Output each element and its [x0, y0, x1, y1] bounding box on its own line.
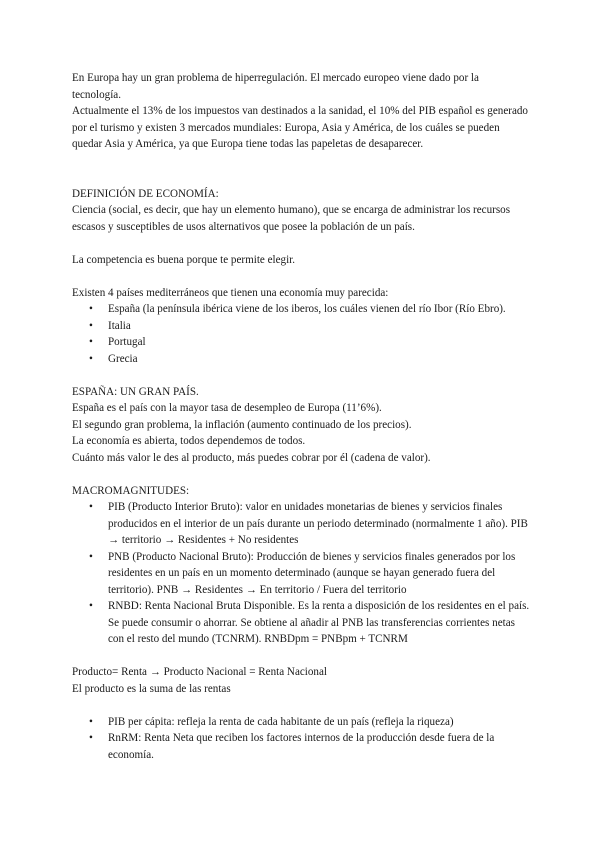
- producto-line-1: Producto= Renta → Producto Nacional = Renta Nacional: [72, 666, 327, 678]
- document-page: [72, 70, 530, 763]
- list-item: • RnRM: Renta Neta que reciben los factores internos de la producción desde fuera de la economía.: [72, 730, 530, 763]
- paises-list: [72, 301, 530, 367]
- definicion-heading: DEFINICIÓN DE ECONOMÍA:: [72, 187, 219, 200]
- intro-paragraph-2: Actualmente el 13% de los impuestos van destinados a la sanidad, el 10% del PIB español es generado por el turismo y existen 3 mercados mundiales: Europa, Asia y América, de los cuáles se pueden quedar Asia y América, ya que Europa tiene todas las papeletas de desaparecer.: [72, 105, 528, 150]
- producto-list: [72, 714, 530, 764]
- list-item: • PNB (Producto Nacional Bruto): Producción de bienes y servicios finales generados por los residentes en un país en un momento determinado (aunque se hayan generado fuera del territorio). PNB → Residentes → En territorio / Fuera del territorio: [72, 549, 530, 599]
- macro-list: [72, 499, 530, 648]
- espana-line-1: España es el país con la mayor tasa de desempleo de Europa (11’6%).: [72, 402, 382, 414]
- macro-heading: MACROMAGNITUDES:: [72, 484, 190, 497]
- espana-line-2: El segundo gran problema, la inflación (aumento continuado de los precios).: [72, 418, 412, 431]
- competencia-text: La competencia es buena porque te permite elegir.: [72, 253, 296, 266]
- list-item: • España (la península ibérica viene de los iberos, los cuáles vienen del río Ibor (Río Ebro).: [72, 301, 530, 318]
- definicion-text: Ciencia (social, es decir, que hay un elemento humano), que se encarga de administrar los recursos escasos y susceptibles de usos alternativos que posee la población de un país.: [72, 204, 511, 233]
- espana-heading: ESPAÑA: UN GRAN PAÍS.: [72, 385, 199, 398]
- list-item: • PIB (Producto Interior Bruto): valor en unidades monetarias de bienes y servicios finales producidos en el interior de un país durante un periodo determinado (normalmente 1 año). PIB → territorio → Residentes + No residentes: [72, 499, 530, 549]
- espana-line-4: Cuánto más valor le des al producto, más puedes cobrar por él (cadena de valor).: [72, 451, 431, 464]
- list-item: • Portugal: [72, 334, 530, 351]
- list-item: • PIB per cápita: refleja la renta de cada habitante de un país (refleja la riqueza): [72, 714, 530, 731]
- paises-intro: Existen 4 países mediterráneos que tienen una economía muy parecida:: [72, 286, 389, 299]
- list-item: • RNBD: Renta Nacional Bruta Disponible. Es la renta a disposición de los residentes en el país. Se puede consumir o ahorrar. Se obtiene al añadir al PNB las transferencias corrientes netas con el resto del mundo (TCNRM). RNBDpm = PNBpm + TCNRM: [72, 598, 530, 648]
- list-item: • Grecia: [72, 351, 530, 368]
- producto-line-2: El producto es la suma de las rentas: [72, 682, 231, 695]
- espana-line-3: La economía es abierta, todos dependemos de todos.: [72, 435, 306, 447]
- list-item: • Italia: [72, 318, 530, 335]
- intro-paragraph-1: En Europa hay un gran problema de hiperregulación. El mercado europeo viene dado por la tecnología.: [72, 72, 479, 101]
